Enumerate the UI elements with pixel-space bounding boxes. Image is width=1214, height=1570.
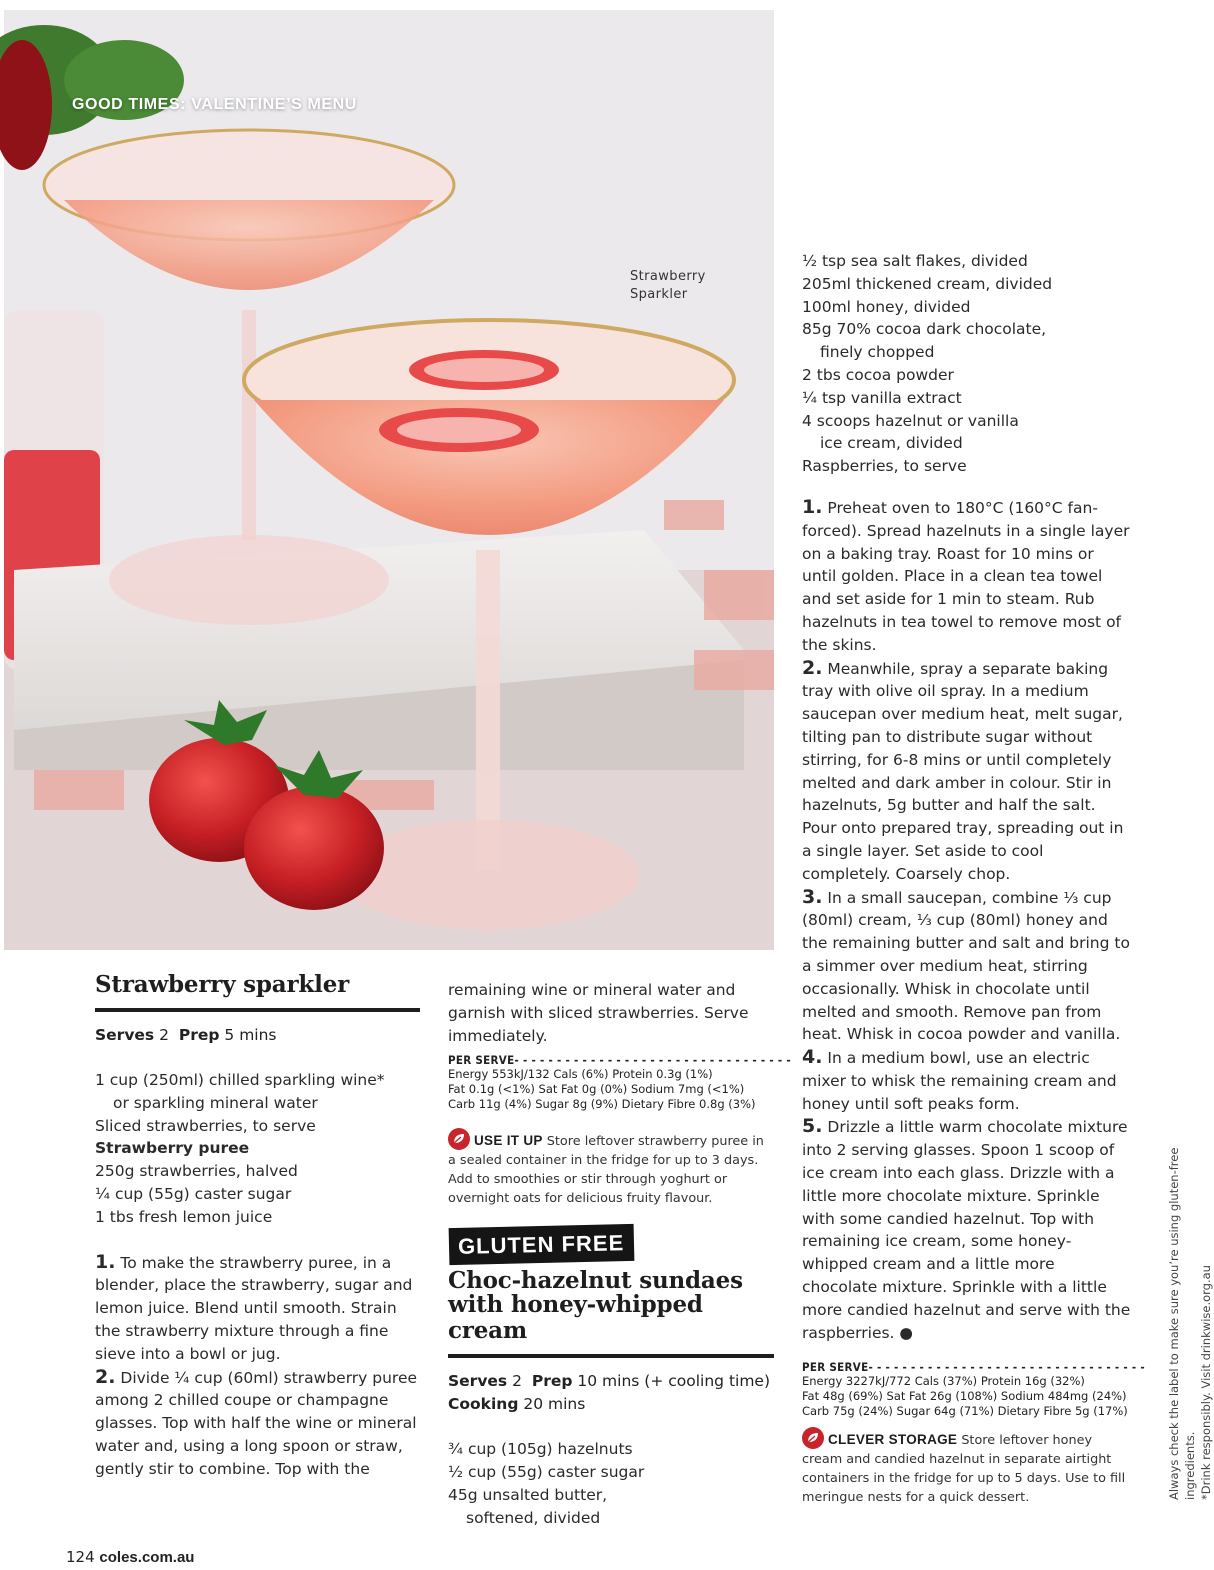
method-step: 2. Meanwhile, spray a separate baking tray with olive oil spray. In a medium saucepan over medium heat, melt sugar, tilting pan to distribute sugar without stirring, for 6-8 mins or until completely melted and dark amber in colour. Stir in hazelnuts, 5g butter and half the salt. Pour onto prepared tray, spreading out in a single layer. Set aside to cool completely. Coarsely chop. xyxy=(802,656,1124,883)
nutrition-line: Carb 75g (24%) Sugar 64g (71%) Dietary Fibre 5g (17%) xyxy=(802,1404,1128,1419)
recipe-title: Choc-hazelnut sundaes with honey-whipped cream xyxy=(448,1267,743,1345)
ingredients-list xyxy=(802,250,1132,478)
method-step: 1. To make the strawberry puree, in a blender, place the strawberry, sugar and lemon juice. Blend until smooth. Strain the strawberry mixture through a fine sieve into a bowl or jug. xyxy=(95,1250,413,1363)
recipe-meta: Serves 2 Prep 5 mins xyxy=(95,1026,277,1044)
sundae-column-3 xyxy=(802,250,1145,1507)
site-link[interactable]: coles.com.au xyxy=(99,1549,195,1566)
ingredient: ¼ cup (55g) caster sugar xyxy=(95,1184,292,1203)
title-rule xyxy=(448,1354,774,1358)
method-step: 4. In a medium bowl, use an electric mixer to whisk the remaining cream and honey until soft peaks form. xyxy=(802,1046,1117,1113)
ingredient: ice cream, divided xyxy=(820,434,963,453)
method-continued: remaining wine or mineral water and garnish with sliced strawberries. Serve immediately. xyxy=(448,981,749,1045)
end-mark: ● xyxy=(899,1323,913,1342)
ingredients-list xyxy=(448,1438,774,1529)
section-tag: GOOD TIMES: VALENTINE’S MENU xyxy=(72,96,357,113)
side-disclaimer: Always check the label to make sure you’re using gluten-free ingredients. *Drink responsibly. Visit drinkwise.org.au xyxy=(1167,1147,1213,1500)
ingredient: 2 tbs cocoa powder xyxy=(802,365,954,384)
leaf-icon xyxy=(448,1128,470,1150)
ingredient: 45g unsalted butter, xyxy=(448,1485,608,1504)
gluten-free-badge: GLUTEN FREE xyxy=(449,1224,635,1265)
ingredient: 250g strawberries, halved xyxy=(95,1162,298,1181)
ingredient: 85g 70% cocoa dark chocolate, xyxy=(802,320,1047,339)
ingredient: 1 cup (250ml) chilled sparkling wine* xyxy=(95,1071,385,1089)
nutrition-line: Energy 3227kJ/772 Cals (37%) Protein 16g (32%) xyxy=(802,1374,1085,1389)
nutrition-line: Energy 553kJ/132 Cals (6%) Protein 0.3g (1%) xyxy=(448,1067,713,1082)
recipe-title: Strawberry sparkler xyxy=(95,971,350,998)
per-serve-heading: PER SERVE- - - - - - - - - - - - - - - - - - - - - - - - - - - - - - - - - xyxy=(802,1360,1145,1375)
method-step: 3. In a small saucepan, combine ⅓ cup (80ml) cream, ⅓ cup (80ml) honey and the remaining butter and salt and bring to a simmer over medium heat, stirring occasionally. Whisk in chocolate until melted and smooth. Remove pan from heat. Whisk in cocoa powder and vanilla. xyxy=(802,885,1130,1044)
per-serve-heading: PER SERVE- - - - - - - - - - - - - - - - - - - - - - - - - - - - - - - - - xyxy=(448,1053,791,1068)
nutrition-line: Carb 11g (4%) Sugar 8g (9%) Dietary Fibre 0.8g (3%) xyxy=(448,1097,756,1112)
strawberry xyxy=(244,786,384,910)
ingredient: ½ cup (55g) caster sugar xyxy=(448,1463,645,1482)
coupe-base xyxy=(339,820,639,930)
ingredient: 1 tbs fresh lemon juice xyxy=(95,1207,273,1226)
ingredient: Raspberries, to serve xyxy=(802,457,967,476)
method-step: 5. Drizzle a little warm chocolate mixture into 2 serving glasses. Spoon 1 scoop of ice cream into each glass. Drizzle with a little more chocolate mixture. Sprinkle with some candied hazelnut. Top with remaining ice cream, some honey-whipped cream and a little more chocolate mixture. Sprinkle with a little more candied hazelnut and serve with the raspberries. ● xyxy=(802,1115,1131,1342)
recipe-meta: Serves 2 Prep 10 mins (+ cooling time) Cooking 20 mins xyxy=(448,1372,771,1414)
ingredient: ½ tsp sea salt flakes, divided xyxy=(802,252,1028,270)
method-step: 1. Preheat oven to 180°C (160°C fan-forced). Spread hazelnuts in a single layer on a baking tray. Roast for 10 mins or until golden. Place in a clean tea towel and set aside for 1 min to steam. Rub hazelnuts in tea towel to remove most of the skins. xyxy=(802,495,1130,654)
ingredient: softened, divided xyxy=(466,1508,601,1527)
nutrition-line: Fat 0.1g (<1%) Sat Fat 0g (0%) Sodium 7mg (<1%) xyxy=(448,1082,745,1097)
leaf-icon xyxy=(802,1427,824,1449)
page-number: 124 xyxy=(66,1548,95,1566)
nutrition-line: Fat 48g (69%) Sat Fat 26g (108%) Sodium 484mg (24%) xyxy=(802,1389,1127,1404)
nutrition-panel xyxy=(802,1360,1145,1419)
hero-photo xyxy=(4,10,774,950)
page-footer xyxy=(66,1548,194,1566)
ingredient: ¼ tsp vanilla extract xyxy=(802,388,962,407)
nutrition-panel xyxy=(448,1053,791,1112)
method-step: 2. Divide ¼ cup (60ml) strawberry puree among 2 chilled coupe or champagne glasses. Top with half the wine or mineral water and, using a long spoon or straw, gently stir to combine. Top with the xyxy=(95,1365,418,1478)
method xyxy=(95,1251,420,1481)
ingredient: 205ml thickened cream, divided xyxy=(802,274,1053,293)
ingredient: or sparkling mineral water xyxy=(113,1093,318,1112)
tip-use-it-up: USE IT UP Store leftover strawberry puree in a sealed container in the fridge for up to 3 days. Add to smoothies or stir through yoghurt or overnight oats for delicious fruity flavour. xyxy=(448,1128,774,1208)
ingredient: ¾ cup (105g) hazelnuts xyxy=(448,1440,633,1459)
sparkler-column-1 xyxy=(95,972,420,1481)
ingredient-subheading: Strawberry puree xyxy=(95,1139,250,1158)
ingredient: finely chopped xyxy=(820,343,935,362)
ingredient: Sliced strawberries, to serve xyxy=(95,1116,316,1135)
cocktail-illustration xyxy=(4,10,774,950)
title-rule xyxy=(95,1008,420,1012)
ingredients-list xyxy=(95,1069,420,1229)
ingredient: 100ml honey, divided xyxy=(802,297,971,316)
tip-clever-storage: CLEVER STORAGE Store leftover honey cream and candied hazelnut in separate airtight containers in the fridge for up to 5 days. Use to fill meringue nests for a quick dessert. xyxy=(802,1427,1132,1507)
method xyxy=(802,496,1132,1344)
photo-caption: Strawberry Sparkler xyxy=(630,269,706,302)
ingredient: 4 scoops hazelnut or vanilla xyxy=(802,411,1019,430)
